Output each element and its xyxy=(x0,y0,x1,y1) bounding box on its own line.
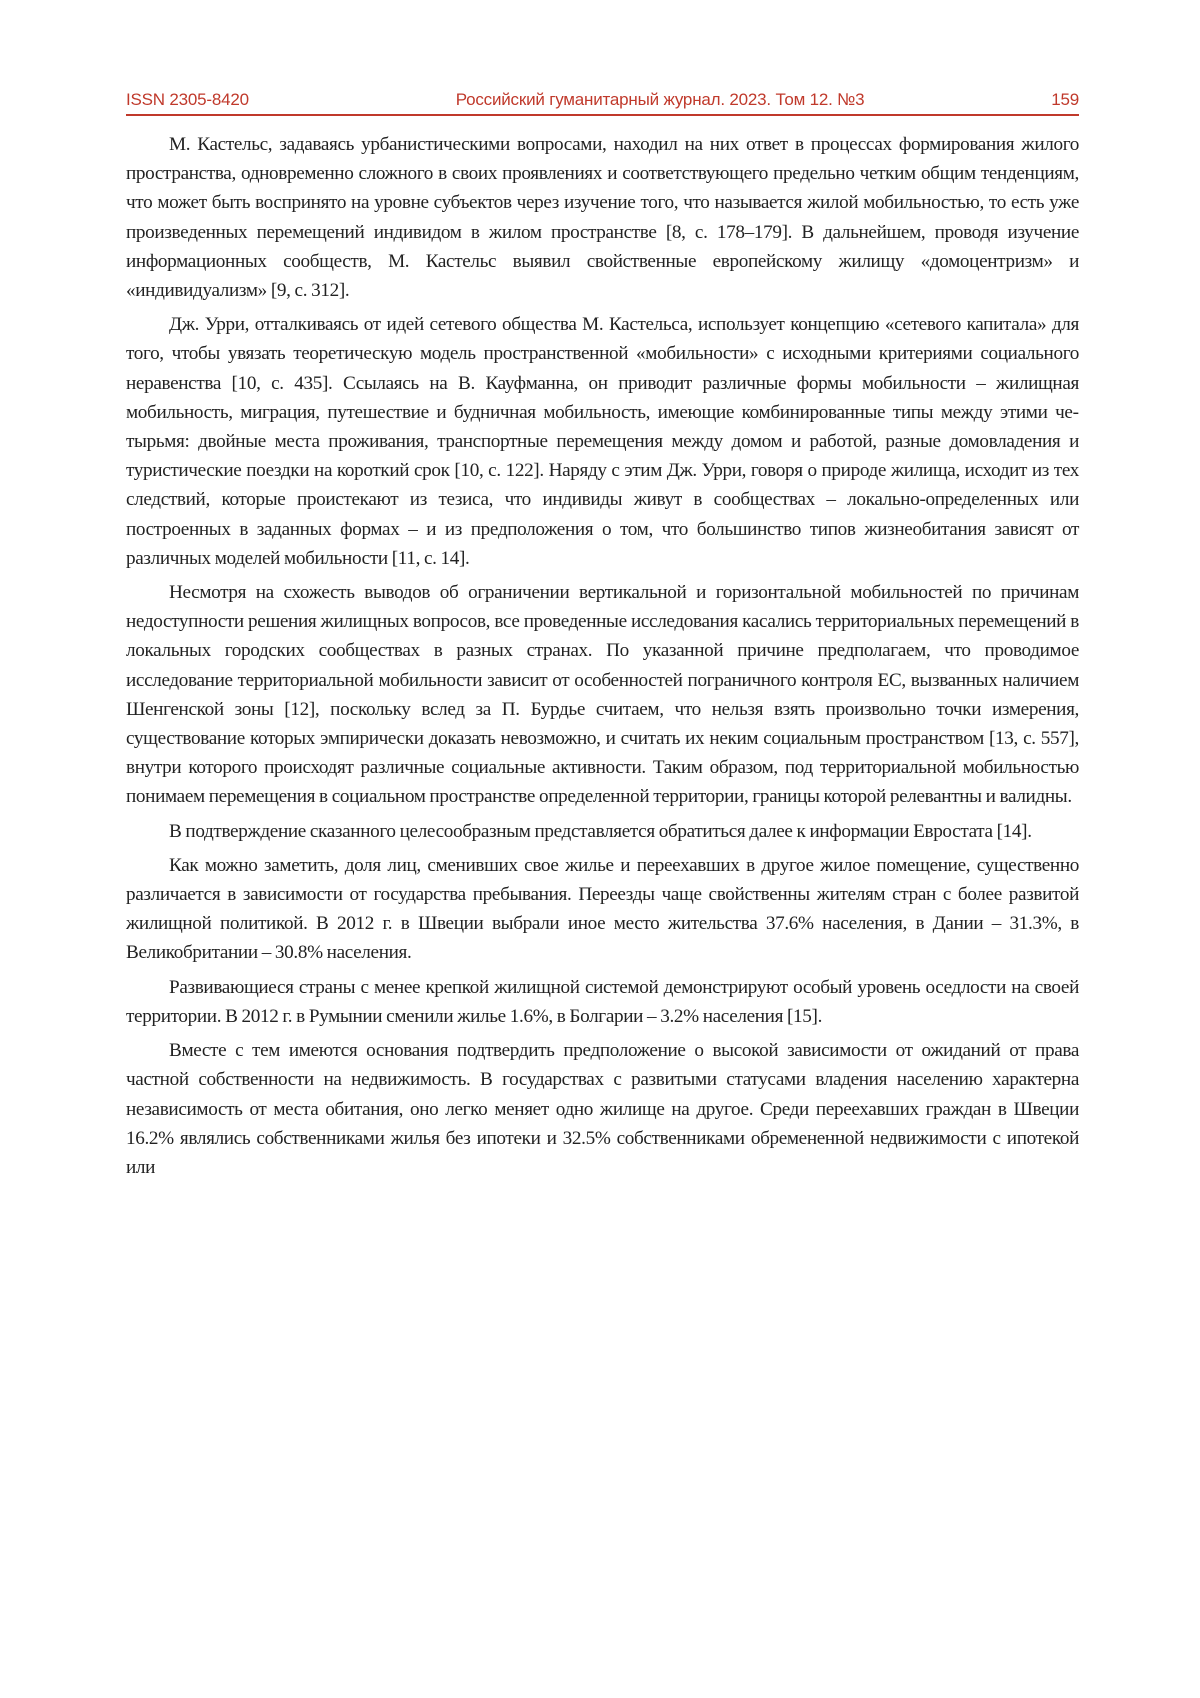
page-number: 159 xyxy=(1051,90,1079,109)
article-body xyxy=(126,130,1079,1182)
issn-label: ISSN 2305-8420 xyxy=(126,90,249,109)
paragraph: Вместе с тем имеются основания подтвердить предположение о высокой зависимости от ожиданий от права частной собственности на недвижимость. В государствах с развитыми статусами владения населению характерна независимость от места обитания, оно легко меняет одно жилище на другое. Среди переехавших граждан в Швеции 16.2% являлись собственниками жилья без ипотеки и 32.5% собственниками обремененной недвижимости с ипотекой или xyxy=(126,1040,1079,1178)
paragraph: Несмотря на схожесть выводов об ограничении вертикальной и горизонтальной мобильностей по причинам недоступности решения жилищных вопросов, все проведенные исследования касались территориальных перемещений в локальных городских сообществах в разных странах. По указанной причине предполагаем, что проводимое исследование территориальной мобильности зависит от особенностей пограничного контроля ЕС, вызванных наличием Шенгенской зоны [12], поскольку вслед за П. Бурдье считаем, что нельзя взять произвольно точки измерения, существование которых эмпирически доказать невозможно, и считать их неким социальным пространством [13, с. 557], внутри которого происходят различные социальные активности. Таким образом, под территориальной мобильностью понимаем перемещения в социальном пространстве определенной территории, границы которой релевантны и валидны. xyxy=(126,582,1079,808)
paragraph: Дж. Урри, отталкиваясь от идей сетевого общества М. Кастельса, использует концепцию «сетевого капитала» для того, чтобы увязать теоретическую модель пространственной «мобильности» с исходными критериями социального неравенства [10, с. 435]. Ссылаясь на В. Кауфманна, он приводит различные формы мобильности – жилищная мобильность, миграция, путешествие и будничная мобильность, имеющие комбинированные типы между этими четырьмя: двойные места проживания, транспортные перемещения между домом и работой, разные домовладения и туристические поездки на короткий срок [10, с. 122]. Наряду с этим Дж. Урри, говоря о природе жилища, исходит из тех следствий, которые проистекают из тезиса, что индивиды живут в сообществах – локально-определенных или построенных в заданных формах – и из предположения о том, что большинство типов жизнеобитания зависят от различных моделей мобильности [11, с. 14]. xyxy=(126,314,1079,569)
running-header xyxy=(126,90,1079,116)
paragraph: В подтверждение сказанного целесообразным представляется обратиться далее к информации Евростата [14]. xyxy=(169,820,1032,842)
paragraph: Развивающиеся страны с менее крепкой жилищной системой демонстрируют особый уровень оседлости на своей территории. В 2012 г. в Румынии сменили жилье 1.6%, в Болгарии – 3.2% населения [15]. xyxy=(126,976,1079,1027)
journal-title: Российский гуманитарный журнал. 2023. Том 12. №3 xyxy=(455,90,865,109)
journal-page xyxy=(126,90,1079,1187)
paragraph: Как можно заметить, доля лиц, сменивших свое жилье и переехавших в другое жилое помещение, существенно различается в зависимости от государства пребывания. Переезды чаще свойственны жителям стран с более развитой жилищной политикой. В 2012 г. в Швеции выбрали иное место жительства 37.6% населения, в Дании – 31.3%, в Великобритании – 30.8% населения. xyxy=(126,854,1079,964)
paragraph: М. Кастельс, задаваясь урбанистическими вопросами, находил на них ответ в процессах формирования жилого пространства, одновременно сложного в своих проявлениях и соответствующего предельно четким общим тенденциям, что может быть воспринято на уровне субъектов через изучение того, что называется жилой мобильностью, то есть уже произведенных перемещений индивидом в жилом пространстве [8, с. 178–179]. В дальнейшем, проводя изучение информационных сообществ, М. Кастельс выявил свойственные европейскому жилищу «домоцентризм» и «индивидуализм» [9, с. 312]. xyxy=(126,134,1079,302)
